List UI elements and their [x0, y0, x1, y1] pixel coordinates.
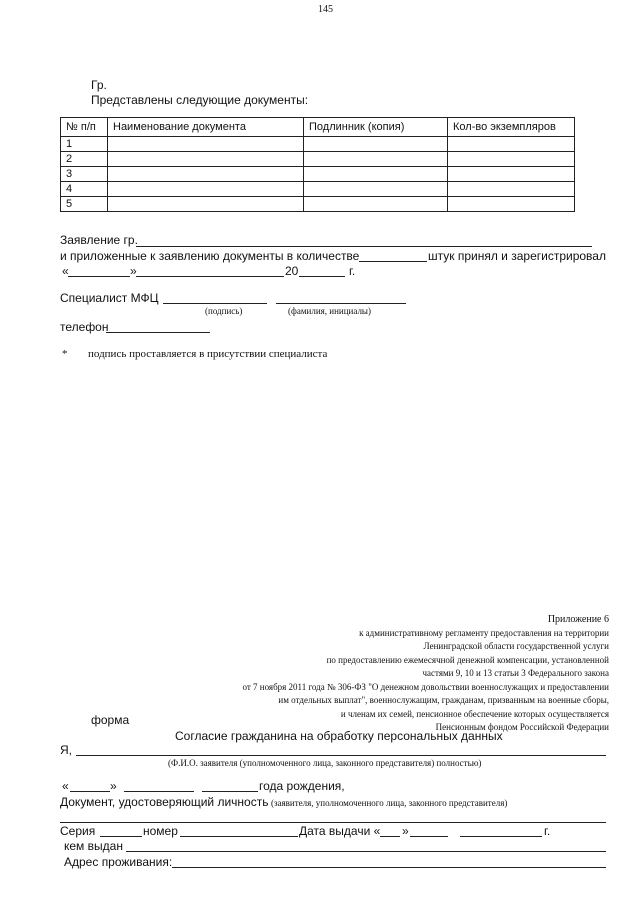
- birth-suffix: года рождения,: [259, 779, 345, 793]
- original-copy-cell[interactable]: [304, 137, 448, 152]
- series-field[interactable]: [100, 836, 142, 837]
- annex-line: Пенсионным фондом Российской Федерации: [435, 722, 609, 732]
- annex-line: им отдельных выплат", военнослужащим, гражданам, призванным на военные сборы,: [278, 695, 609, 705]
- birth-day-field[interactable]: [70, 791, 110, 792]
- table-header-row: [61, 118, 575, 137]
- fio-field[interactable]: [76, 755, 606, 756]
- issued-by-field[interactable]: [126, 851, 606, 852]
- issue-year-field[interactable]: [460, 836, 542, 837]
- column-header-name: Наименование документа: [108, 118, 304, 137]
- original-copy-cell[interactable]: [304, 152, 448, 167]
- issued-by-label: кем выдан: [64, 839, 123, 853]
- original-copy-cell[interactable]: [304, 167, 448, 182]
- row-number: 2: [61, 152, 108, 167]
- copies-count-cell[interactable]: [448, 182, 575, 197]
- number-label: номер: [143, 824, 178, 838]
- table-row: [61, 182, 575, 197]
- date-close-quote: »: [130, 264, 137, 278]
- fio-caption: (Ф.И.О. заявителя (уполномоченного лица, законного представителя) полностью): [168, 758, 482, 768]
- citizen-label: Гр.: [91, 78, 107, 92]
- statement-name-field[interactable]: [136, 246, 592, 247]
- birth-month-field[interactable]: [124, 791, 194, 792]
- docs-intro: Представлены следующие документы:: [91, 93, 309, 107]
- issue-year-suffix: г.: [544, 824, 551, 838]
- id-document-label: Документ, удостоверяющий личность: [60, 795, 269, 809]
- document-name-cell[interactable]: [108, 137, 304, 152]
- form-label: форма: [91, 713, 130, 727]
- phone-label: телефон: [60, 320, 109, 334]
- documents-count-field[interactable]: [359, 261, 427, 262]
- annex-line: и членам их семей, пенсионное обеспечение которых осуществляется: [340, 708, 609, 719]
- number-field[interactable]: [180, 836, 298, 837]
- birth-year-field[interactable]: [202, 791, 258, 792]
- original-copy-cell[interactable]: [304, 197, 448, 212]
- table-row: [61, 167, 575, 182]
- address-field[interactable]: [172, 867, 606, 868]
- issue-day-field[interactable]: [380, 836, 400, 837]
- series-label: Серия: [60, 824, 96, 838]
- table-row: [61, 137, 575, 152]
- document-name-cell[interactable]: [108, 167, 304, 182]
- consent-title: Согласие гражданина на обработку персональных данных: [175, 729, 503, 743]
- birth-close-quote: »: [110, 779, 117, 793]
- documents-table: [60, 117, 575, 212]
- i-label: Я,: [60, 743, 72, 757]
- document-name-cell[interactable]: [108, 152, 304, 167]
- page-number: 145: [318, 4, 333, 15]
- column-header-original: Подлинник (копия): [304, 118, 448, 137]
- annex-title: Приложение 6: [547, 614, 609, 625]
- specialist-name-field[interactable]: [276, 303, 406, 304]
- birth-open-quote: «: [62, 779, 69, 793]
- copies-count-cell[interactable]: [448, 137, 575, 152]
- copies-count-cell[interactable]: [448, 197, 575, 212]
- footnote-text: подпись проставляется в присутствии специалиста: [88, 348, 328, 360]
- attached-text-2: штук принял и зарегистрировал: [428, 249, 606, 263]
- document-name-cell[interactable]: [108, 182, 304, 197]
- annex-line: Ленинградской области государственной услуги: [423, 641, 609, 651]
- annex-line: от 7 ноября 2011 года № 306-ФЗ "О денежном довольствии военнослужащих и предоставлении: [242, 681, 609, 692]
- annex-line: частями 9, 10 и 13 статьи 3 Федерального закона: [422, 668, 609, 678]
- row-number: 5: [61, 197, 108, 212]
- statement-label: Заявление гр.: [60, 233, 138, 247]
- row-number: 1: [61, 137, 108, 152]
- date-open-quote: «: [62, 264, 69, 278]
- table-row: [61, 152, 575, 167]
- footnote-mark: *: [62, 348, 68, 360]
- issue-date-label: Дата выдачи «: [299, 824, 381, 838]
- date-year-suffix: г.: [349, 264, 356, 278]
- column-header-count: Кол-во экземпляров: [448, 118, 575, 137]
- annex-line: по предоставлению ежемесячной денежной компенсации, установленной: [326, 654, 609, 665]
- issue-month-field[interactable]: [410, 836, 448, 837]
- table-row: [61, 197, 575, 212]
- date-day-field[interactable]: [68, 276, 130, 277]
- id-document-caption: (заявителя, уполномоченного лица, законного представителя): [271, 798, 508, 808]
- attached-text-1: и приложенные к заявлению документы в количестве: [60, 249, 360, 263]
- issue-date-close: »: [402, 824, 409, 838]
- phone-field[interactable]: [106, 332, 210, 333]
- date-year-field[interactable]: [299, 276, 345, 277]
- signature-field[interactable]: [163, 303, 267, 304]
- document-name-cell[interactable]: [108, 197, 304, 212]
- name-caption: (фамилия, инициалы): [288, 306, 371, 316]
- id-document-field[interactable]: [60, 822, 606, 823]
- annex-line: к административному регламенту предоставления на территории: [359, 627, 609, 638]
- row-number: 3: [61, 167, 108, 182]
- specialist-label: Специалист МФЦ: [60, 291, 159, 305]
- date-month-field[interactable]: [136, 276, 284, 277]
- column-header-number: № п/п: [61, 118, 108, 137]
- copies-count-cell[interactable]: [448, 152, 575, 167]
- signature-caption: (подпись): [205, 306, 243, 316]
- address-label: Адрес проживания:: [64, 855, 173, 869]
- annex-header: [242, 613, 609, 735]
- copies-count-cell[interactable]: [448, 167, 575, 182]
- original-copy-cell[interactable]: [304, 182, 448, 197]
- date-year-prefix: 20: [285, 264, 299, 278]
- row-number: 4: [61, 182, 108, 197]
